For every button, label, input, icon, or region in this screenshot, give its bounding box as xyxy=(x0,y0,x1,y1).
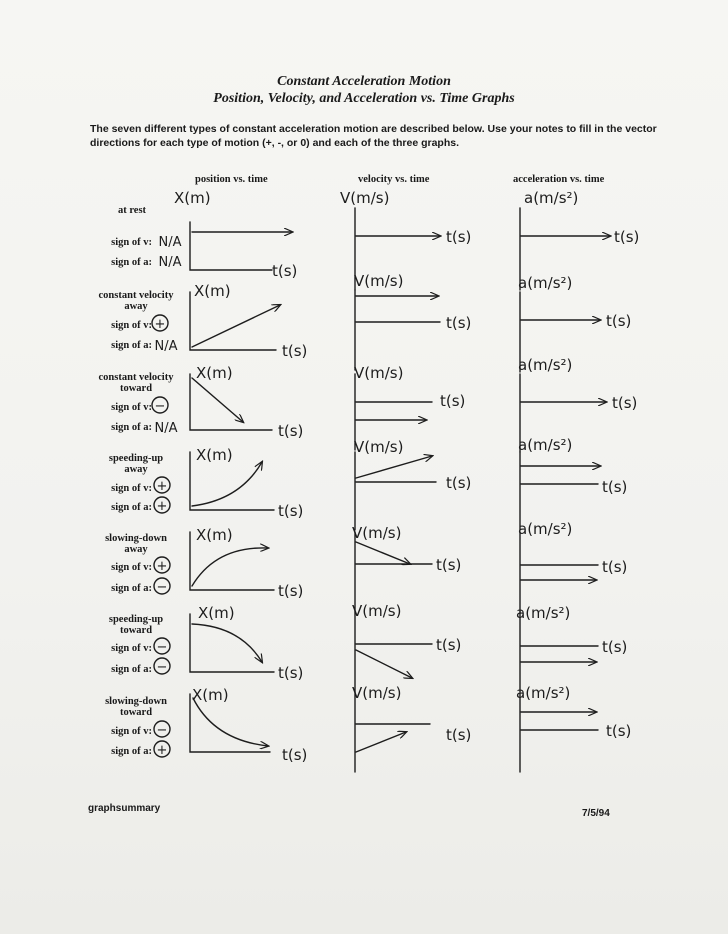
axis-label-x: X(m) xyxy=(192,686,229,704)
sign-v-label: sign of v: xyxy=(111,483,152,494)
sign-v-answer: + xyxy=(156,479,168,494)
row-label-slowing-down-away: slowing-down away xyxy=(105,533,167,555)
axis-label-a: a(m/s²) xyxy=(518,274,573,292)
axis-label-t: t(s) xyxy=(282,342,308,360)
axis-label-x: X(m) xyxy=(174,189,211,207)
instructions-text: The seven different types of constant acceleration motion are described below. Use your notes to fill in the vector directions for each type of motion (+, -, or 0) and each of the three graphs. xyxy=(90,123,657,149)
row-label-constant-velocity-away: constant velocity away xyxy=(98,290,174,312)
axis-label-a: a(m/s²) xyxy=(518,520,573,538)
axis-label-t: t(s) xyxy=(436,556,462,574)
footer-date: 7/5/94 xyxy=(582,808,610,819)
axis-label-a: a(m/s²) xyxy=(516,684,571,702)
axis-label-v: V(m/s) xyxy=(340,189,390,207)
sign-v-label: sign of v: xyxy=(111,237,152,248)
sign-a-label: sign of a: xyxy=(111,257,152,268)
axis-label-x: X(m) xyxy=(196,446,233,464)
sign-a-answer: N/A xyxy=(158,255,182,270)
axis-label-t: t(s) xyxy=(606,312,632,330)
sign-a-answer: N/A xyxy=(154,339,178,354)
axis-label-a: a(m/s²) xyxy=(516,604,571,622)
position-line xyxy=(192,624,262,662)
sign-v-answer: N/A xyxy=(158,235,182,250)
axis-label-v: V(m/s) xyxy=(354,272,404,290)
sign-v-label: sign of v: xyxy=(111,726,152,737)
axis-label-t: t(s) xyxy=(602,638,628,656)
velocity-line xyxy=(356,456,432,478)
axis-label-x: X(m) xyxy=(196,364,233,382)
axis-label-t: t(s) xyxy=(436,636,462,654)
sign-a-label: sign of a: xyxy=(111,583,152,594)
row-label-constant-velocity-toward: constant velocity toward xyxy=(98,372,174,394)
axis-label-a: a(m/s²) xyxy=(518,436,573,454)
velocity-line xyxy=(356,542,410,564)
position-axes xyxy=(190,374,272,430)
position-axes xyxy=(190,614,274,672)
sign-v-answer: + xyxy=(154,317,166,332)
axis-label-t: t(s) xyxy=(278,664,304,682)
velocity-line xyxy=(356,650,412,678)
axis-label-v: V(m/s) xyxy=(352,684,402,702)
velocity-line xyxy=(356,732,406,752)
axis-label-t: t(s) xyxy=(278,502,304,520)
axis-label-a: a(m/s²) xyxy=(518,356,573,374)
sign-a-answer: + xyxy=(156,743,168,758)
worksheet-title: Constant Acceleration Motion xyxy=(277,74,451,89)
column-header-velocity: velocity vs. time xyxy=(358,174,430,185)
axis-label-t: t(s) xyxy=(278,582,304,600)
axis-label-t: t(s) xyxy=(612,394,638,412)
axis-label-v: V(m/s) xyxy=(352,602,402,620)
sign-a-label: sign of a: xyxy=(111,502,152,513)
position-axes xyxy=(190,222,272,270)
row-label-at-rest: at rest xyxy=(117,205,147,216)
sign-a-label: sign of a: xyxy=(111,422,152,433)
position-line xyxy=(192,462,262,506)
sign-a-answer: + xyxy=(156,499,168,514)
axis-label-x: X(m) xyxy=(194,282,231,300)
position-line xyxy=(193,698,268,746)
sign-a-answer: − xyxy=(156,660,168,675)
axis-label-x: X(m) xyxy=(196,526,233,544)
sign-v-label: sign of v: xyxy=(111,643,152,654)
position-line xyxy=(192,378,243,422)
footer-filename: graphsummary xyxy=(88,803,161,814)
axis-label-t: t(s) xyxy=(278,422,304,440)
axis-label-t: t(s) xyxy=(440,392,466,410)
column-header-acceleration: acceleration vs. time xyxy=(513,174,605,185)
sign-v-label: sign of v: xyxy=(111,402,152,413)
sign-a-label: sign of a: xyxy=(111,664,152,675)
position-line xyxy=(192,305,280,347)
axis-label-v: V(m/s) xyxy=(354,438,404,456)
sign-v-label: sign of v: xyxy=(111,562,152,573)
sign-v-answer: − xyxy=(154,399,166,414)
worksheet-subtitle: Position, Velocity, and Acceleration vs. Time Graphs xyxy=(213,91,515,106)
sign-v-answer: − xyxy=(156,640,168,655)
sign-v-answer: − xyxy=(156,723,168,738)
axis-label-v: V(m/s) xyxy=(352,524,402,542)
sign-a-answer: − xyxy=(156,580,168,595)
row-label-slowing-down-toward: slowing-down toward xyxy=(105,696,167,718)
row-label-speeding-up-away: speeding-up away xyxy=(108,453,164,475)
position-line xyxy=(192,548,268,586)
axis-label-x: X(m) xyxy=(198,604,235,622)
axis-label-t: t(s) xyxy=(446,474,472,492)
axis-label-t: t(s) xyxy=(446,314,472,332)
axis-label-t: t(s) xyxy=(446,228,472,246)
axis-label-t: t(s) xyxy=(602,558,628,576)
axis-label-t: t(s) xyxy=(272,262,298,280)
column-header-position: position vs. time xyxy=(195,174,268,185)
sign-a-label: sign of a: xyxy=(111,746,152,757)
row-label-speeding-up-toward: speeding-up toward xyxy=(108,614,164,636)
axis-label-t: t(s) xyxy=(602,478,628,496)
axis-label-t: t(s) xyxy=(282,746,308,764)
axis-label-v: V(m/s) xyxy=(354,364,404,382)
axis-label-t: t(s) xyxy=(606,722,632,740)
axis-label-t: t(s) xyxy=(614,228,640,246)
sign-a-label: sign of a: xyxy=(111,340,152,351)
axis-label-t: t(s) xyxy=(446,726,472,744)
sign-a-answer: N/A xyxy=(154,421,178,436)
sign-v-answer: + xyxy=(156,559,168,574)
axis-label-a: a(m/s²) xyxy=(524,189,579,207)
sign-v-label: sign of v: xyxy=(111,320,152,331)
